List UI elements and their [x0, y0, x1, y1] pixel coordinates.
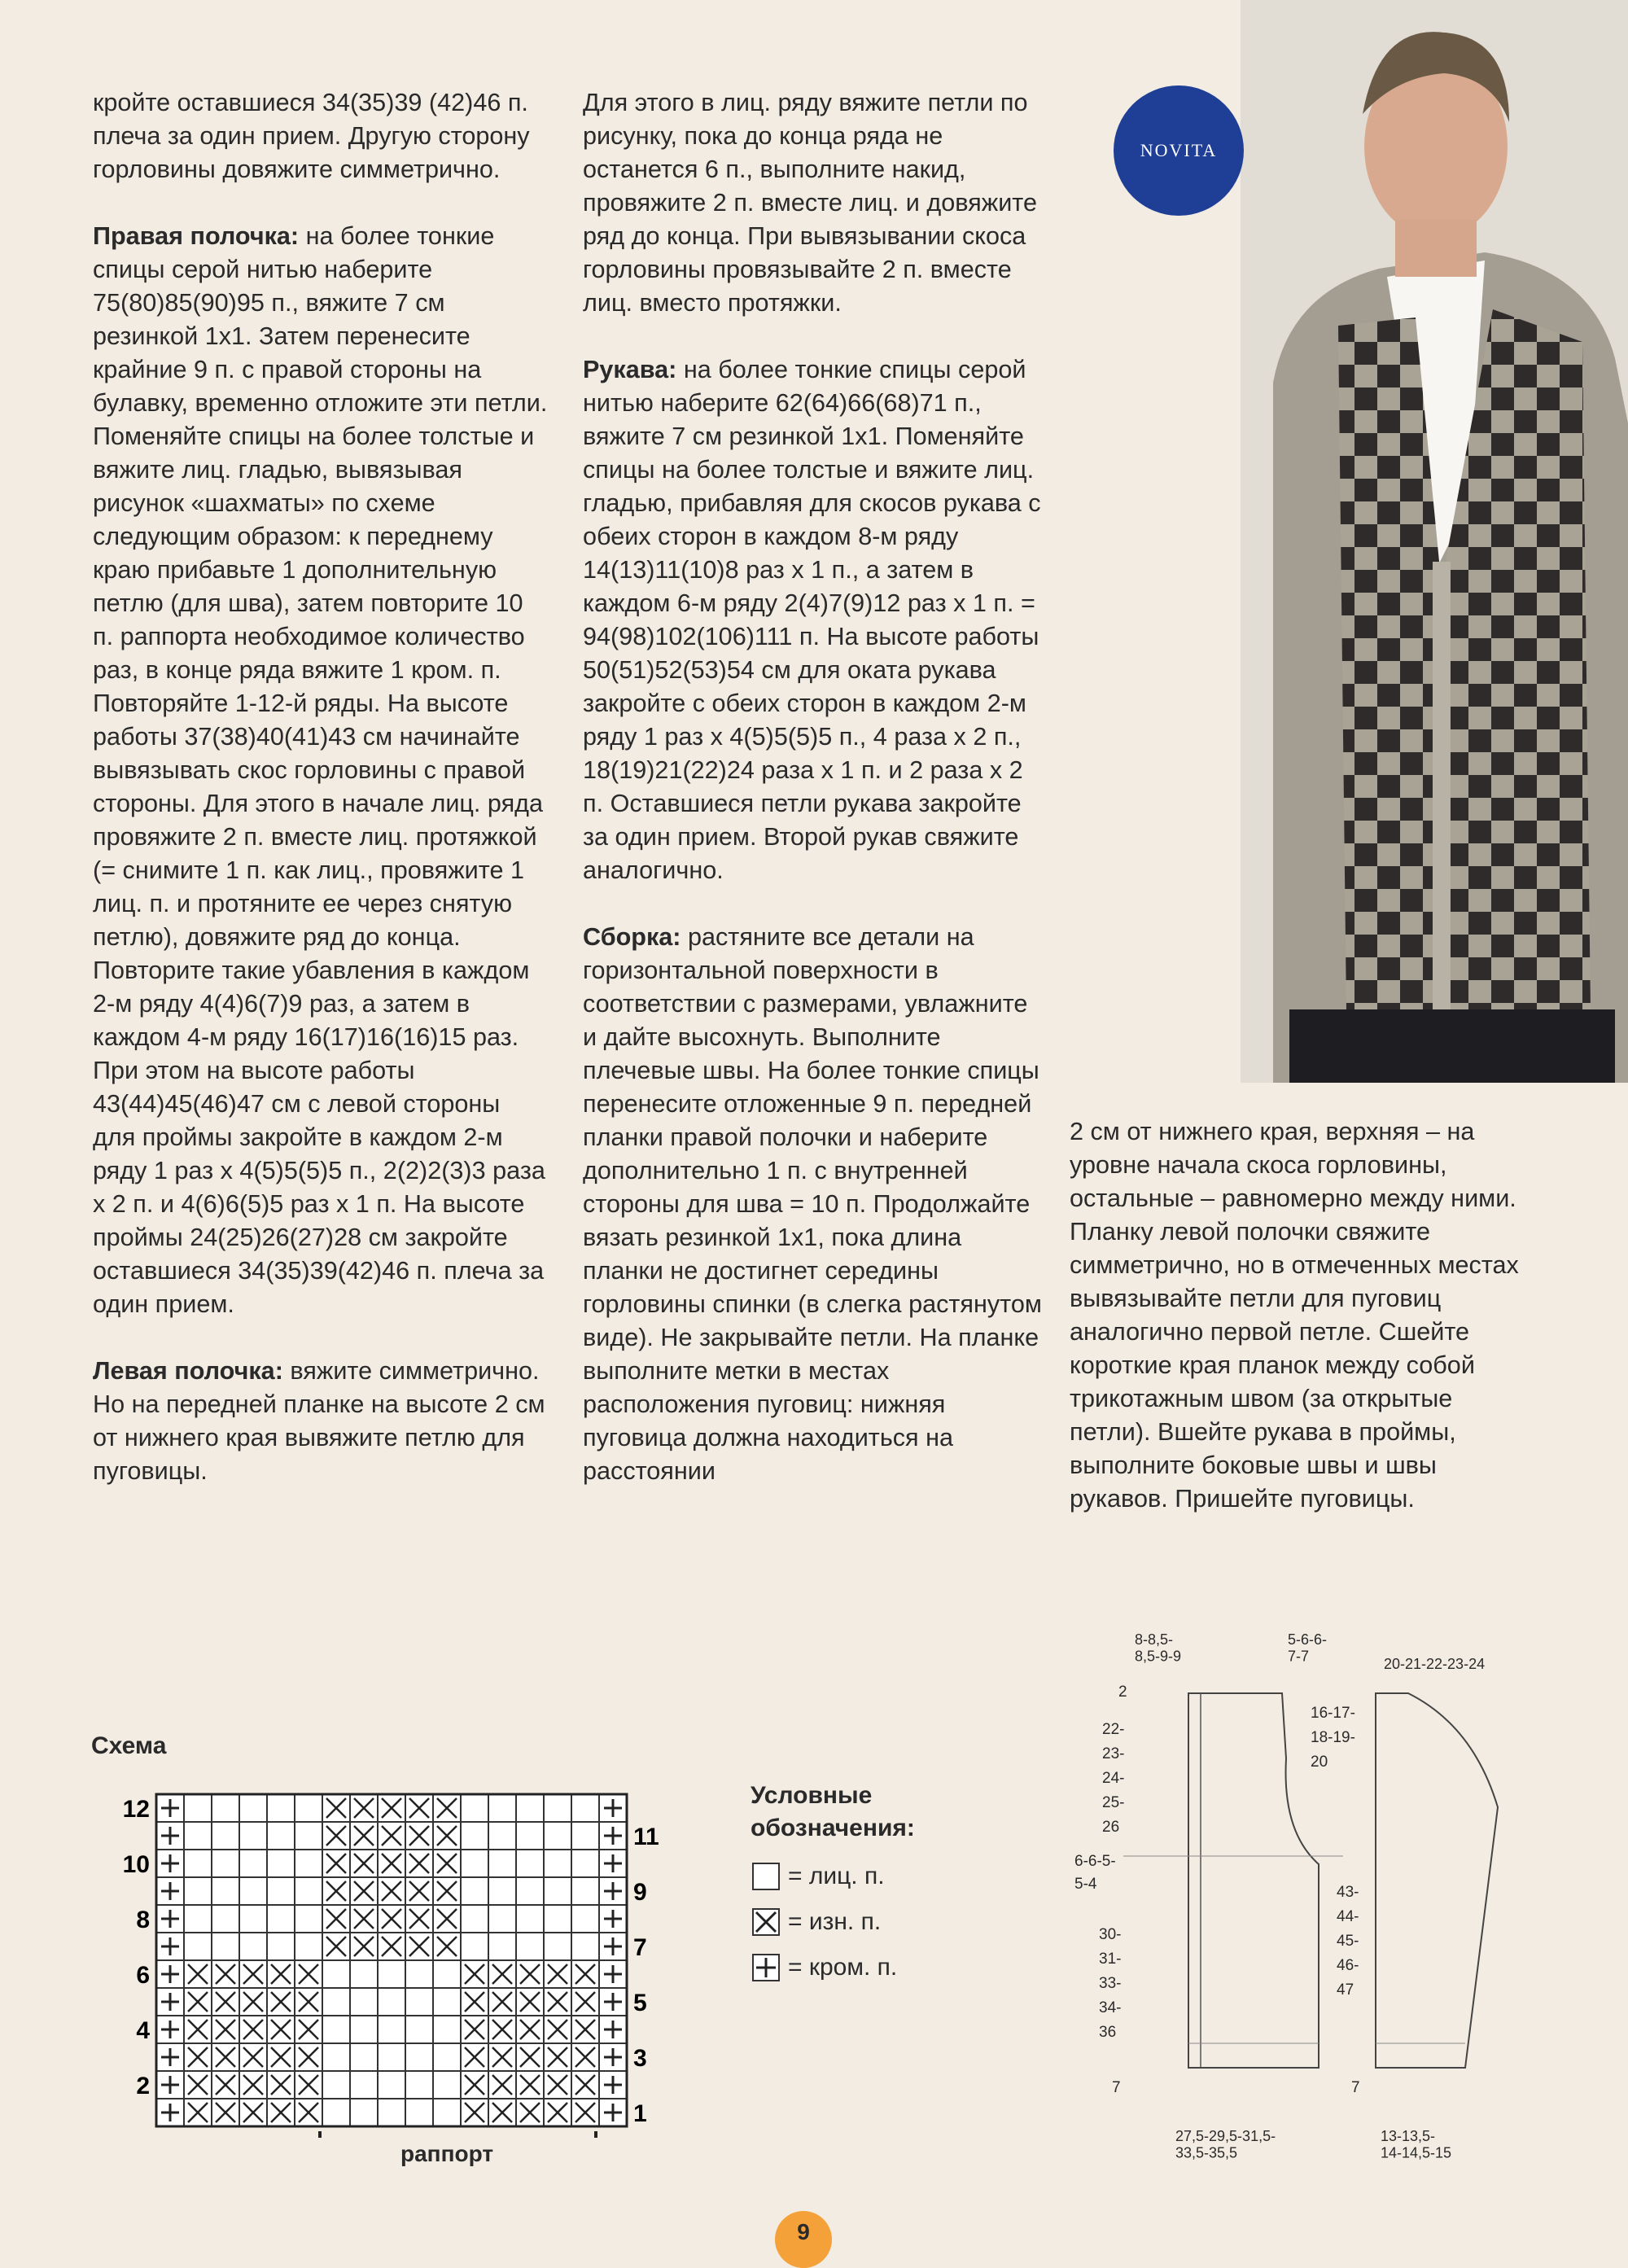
chart-cell [571, 1933, 599, 1960]
chart-cell [212, 1877, 239, 1905]
chart-cell [378, 2043, 405, 2071]
chart-cell [461, 1960, 488, 1988]
front-neck-3: 24- [1102, 1770, 1125, 1787]
chart-cell [599, 1877, 627, 1905]
chart-cell [516, 2071, 544, 2099]
chart-cell [322, 1822, 350, 1850]
chart-cell [322, 1905, 350, 1933]
chart-cell [184, 2071, 212, 2099]
chart-cell [488, 1933, 516, 1960]
chart-cell [267, 1988, 295, 2016]
chart-cell [184, 1988, 212, 2016]
chart-cell [156, 1905, 184, 1933]
chart-cell [350, 2016, 378, 2043]
chart-cell [267, 1960, 295, 1988]
chart-cell [184, 1933, 212, 1960]
chart-cell [212, 2043, 239, 2071]
chart-cell [571, 1988, 599, 2016]
chart-cell [571, 2071, 599, 2099]
chart-cell [571, 1905, 599, 1933]
chart-cell [322, 1850, 350, 1877]
chart-cell [378, 1933, 405, 1960]
rapport-label: раппорт [400, 2141, 494, 2166]
chart-cell [212, 1988, 239, 2016]
chart-cell [405, 1822, 433, 1850]
chart-cell [239, 2043, 267, 2071]
front-body-5: 36 [1099, 2024, 1117, 2041]
front-body-4: 34- [1099, 1999, 1122, 2016]
sleeve-top-label: 20-21-22-23-24 [1384, 1656, 1486, 1672]
text-column-2 [583, 86, 1044, 1488]
chart-cell [571, 1877, 599, 1905]
chart-cell [295, 1877, 322, 1905]
chart-cell [488, 1822, 516, 1850]
assembly-text: растяните все детали на горизонтальной поверхности в соответствии с размерами, увлажните и дайте высохнуть. Выполните плечевые швы. На более тонкие спицы перенесите отложенные 9 п. передней планки правой полочки и наберите дополнительно 1 п. с внутренней стороны для шва = 10 п. Продолжайте вязать резинкой 1х1, пока длина планки не достигнет середины горловины спинки (в слегка растянутом виде). Не закрывайте петли. На планке выполните метки в местах расположения пуговиц: нижняя пуговица должна находиться на расстоянии [583, 923, 1042, 1485]
chart-cell [295, 2043, 322, 2071]
pattern-drawings [1074, 1628, 1563, 2182]
legend-purl [752, 1908, 881, 1936]
chart-cell [599, 2071, 627, 2099]
left-front-text: вяжите симметрично. Но на передней планке на высоте 2 см от нижнего края вывяжите петлю для пуговицы. [93, 1357, 545, 1485]
chart-cell [350, 2043, 378, 2071]
chart-cell [267, 1850, 295, 1877]
front-rib-label: 7 [1112, 2079, 1121, 2096]
chart-cell [433, 1822, 461, 1850]
chart-cell [295, 1905, 322, 1933]
chart-cell [295, 2099, 322, 2126]
chart-cell [156, 2016, 184, 2043]
chart-cell [516, 1960, 544, 1988]
chart-cell [544, 1933, 571, 1960]
sleeves-heading: Рукава: [583, 356, 677, 383]
chart-cell [599, 2099, 627, 2126]
chart-cell [239, 1960, 267, 1988]
chart-cell [599, 2016, 627, 2043]
chart-cell [212, 2016, 239, 2043]
chart-cell [295, 1794, 322, 1822]
chart-cell [571, 2043, 599, 2071]
chart-cell [516, 1794, 544, 1822]
chart-cell [488, 2099, 516, 2126]
chart-cell [350, 1877, 378, 1905]
chart-cell [461, 1877, 488, 1905]
chart-cell [239, 1877, 267, 1905]
novita-logo: NOVITA [1114, 85, 1244, 216]
chart-cell [267, 1933, 295, 1960]
chart-cell [405, 2016, 433, 2043]
chart-cell [212, 2099, 239, 2126]
chart-cell [433, 2099, 461, 2126]
chart-cell [544, 2071, 571, 2099]
chart-cell [516, 2016, 544, 2043]
chart-row-number-right: 3 [633, 2045, 647, 2072]
chart-cell [405, 1794, 433, 1822]
right-front-section [93, 220, 549, 1321]
chart-cell [156, 2071, 184, 2099]
chart-cell [571, 1794, 599, 1822]
chart-cell [488, 2043, 516, 2071]
chart-cell [267, 1822, 295, 1850]
chart-cell [433, 2043, 461, 2071]
chart-cell [433, 1905, 461, 1933]
chart-cell [488, 2016, 516, 2043]
sleeve-len-4: 46- [1337, 1957, 1359, 1974]
left-front-section [93, 1355, 549, 1488]
chart-cell [516, 1933, 544, 1960]
checkerboard-chart [98, 1780, 684, 2138]
chart-cell [433, 2071, 461, 2099]
sleeve-len-5: 47 [1337, 1981, 1354, 1999]
chart-cell [350, 1850, 378, 1877]
chart-cell [599, 2043, 627, 2071]
front-width-label: 27,5-29,5-31,5-33,5-35,5 [1175, 2128, 1276, 2161]
chart-cell [267, 1877, 295, 1905]
chart-cell [239, 1905, 267, 1933]
chart-cell [295, 1822, 322, 1850]
chart-cell [461, 2099, 488, 2126]
chart-cell [239, 1933, 267, 1960]
sleeve-cap-1: 16-17- [1311, 1705, 1355, 1722]
chart-cell [461, 2016, 488, 2043]
chart-row-number-left: 6 [136, 1962, 150, 1989]
chart-cell [350, 1960, 378, 1988]
chart-row-number-left: 10 [122, 1851, 150, 1878]
chart-cell [267, 2043, 295, 2071]
sleeve-piece [1311, 1656, 1498, 2161]
front-body-3: 33- [1099, 1975, 1122, 1992]
front-top-right-label: 5-6-6-7-7 [1288, 1631, 1328, 1665]
chart-cell [461, 1822, 488, 1850]
chart-cell [599, 1822, 627, 1850]
chart-cell [461, 2071, 488, 2099]
chart-cell [212, 1905, 239, 1933]
chart-cell [295, 1960, 322, 1988]
front-neck-5: 26 [1102, 1819, 1120, 1836]
chart-cell [184, 1960, 212, 1988]
chart-cell [184, 2099, 212, 2126]
chart-cell [488, 1988, 516, 2016]
chart-cell [405, 2071, 433, 2099]
chart-cell [295, 1988, 322, 2016]
assembly-section [583, 921, 1044, 1488]
chart-cell [516, 2099, 544, 2126]
chart-cell [488, 1905, 516, 1933]
chart-cell [378, 1850, 405, 1877]
chart-cell [571, 1850, 599, 1877]
chart-cell [378, 1877, 405, 1905]
chart-cell [461, 2043, 488, 2071]
chart-cell [184, 1905, 212, 1933]
chart-cell [488, 1960, 516, 1988]
rapport-bracket [320, 2131, 596, 2138]
chart-cell [156, 1850, 184, 1877]
chart-row-number-left: 4 [136, 2017, 150, 2044]
chart-cell [239, 1794, 267, 1822]
chart-row-number-right: 7 [633, 1934, 647, 1961]
text-column-3 [1070, 1115, 1534, 1516]
chart-cell [378, 1988, 405, 2016]
chart-cell [350, 1794, 378, 1822]
sleeve-len-2: 44- [1337, 1908, 1359, 1925]
chart-cell [350, 1933, 378, 1960]
chart-cell [322, 2016, 350, 2043]
text-column-1 [93, 86, 549, 1488]
chart-cell [599, 1960, 627, 1988]
chart-cell [239, 1988, 267, 2016]
chart-cell [599, 1933, 627, 1960]
model-photo-illustration [1241, 0, 1628, 1083]
right-front-heading: Правая полочка: [93, 222, 300, 250]
chart-cell [267, 1905, 295, 1933]
legend-edge-label: = кром. п. [788, 1954, 898, 1981]
front-neck-2: 23- [1102, 1745, 1125, 1762]
chart-cell [405, 1960, 433, 1988]
chart-cell [212, 1960, 239, 1988]
chart-cell [488, 1877, 516, 1905]
legend-title: Условные обозначения: [751, 1782, 915, 1841]
chart-cell [461, 1988, 488, 2016]
front-neck-4: 25- [1102, 1794, 1125, 1811]
chart-cell [378, 2071, 405, 2099]
chart-cell [239, 1850, 267, 1877]
chart-cell [405, 1988, 433, 2016]
chart-cell [295, 2071, 322, 2099]
chart-cell [488, 1794, 516, 1822]
chart-cell [599, 1905, 627, 1933]
chart-cell [433, 1988, 461, 2016]
chart-row-number-left: 8 [136, 1907, 150, 1933]
chart-cell [516, 1905, 544, 1933]
chart-cell [212, 1794, 239, 1822]
chart-cell [378, 2016, 405, 2043]
chart-cell [322, 1794, 350, 1822]
col3-paragraph-1: 2 см от нижнего края, верхняя – на уровне начала скоса горловины, остальные – равномерно между ними. Планку левой полочки свяжите симметрично, но в отмеченных местах вывязывайте петли для пуговиц аналогично первой петле. Сшейте короткие края планок между собой трикотажным швом (за открытые петли). Вшейте рукава в проймы, выполните боковые швы и швы рукавов. Пришейте пуговицы. [1070, 1118, 1519, 1513]
page-number: 9 [775, 2211, 832, 2268]
chart-cell [350, 2071, 378, 2099]
chart-cell [184, 2016, 212, 2043]
chart-cell [350, 1822, 378, 1850]
chart-cell [184, 2043, 212, 2071]
chart-cell [184, 1794, 212, 1822]
front-piece [1074, 1631, 1343, 2161]
chart-cell [156, 1877, 184, 1905]
chart-cell [433, 1877, 461, 1905]
chart-row-number-right: 5 [633, 1990, 647, 2016]
chart-cell [405, 1877, 433, 1905]
chart-cell [322, 1933, 350, 1960]
chart-cell [267, 2016, 295, 2043]
chart-cell [433, 1850, 461, 1877]
col2-paragraph-1: Для этого в лиц. ряду вяжите петли по рисунку, пока до конца ряда не останется 6 п., выполните накид, провяжите 2 п. вместе лиц. и довяжите ряд до конца. При вывязывании скоса горловины провязывайте 2 п. вместе лиц. вместо протяжки. [583, 89, 1037, 317]
purl-symbol-icon [752, 1908, 780, 1936]
chart-cell [405, 1933, 433, 1960]
chart-cell [295, 1933, 322, 1960]
chart-cell [322, 1877, 350, 1905]
chart-cell [156, 1933, 184, 1960]
sleeve-rib-label: 7 [1351, 2079, 1360, 2096]
chart-cell [433, 2016, 461, 2043]
chart-cell [267, 2071, 295, 2099]
front-body-1: 30- [1099, 1926, 1122, 1943]
chart-left-row-numbers [123, 1796, 151, 2099]
chart-cell [599, 1794, 627, 1822]
chart-cell [461, 1905, 488, 1933]
sleeves-text: на более тонкие спицы серой нитью наберите 62(64)66(68)71 п., вяжите 7 см резинкой 1х1. Поменяйте спицы на более толстые и вяжите лиц. гладью, прибавляя для скосов рукава с обеих сторон в каждом 8-м ряду 14(13)11(10)8 раз х 1 п., а затем в каждом 6-м ряду 2(4)7(9)12 раз х 1 п. = 94(98)102(106)111 п. На высоте работы 50(51)52(53)54 см для оката рукава закройте с обеих сторон в каждом 2-м ряду 1 раз х 4(5)5(5)5 п., 4 раза х 2 п., 18(19)21(22)24 раза х 1 п. и 2 раза х 2 п. Оставшиеся петли рукава закройте за один прием. Второй рукав свяжите аналогично. [583, 356, 1041, 884]
chart-row-number-left: 12 [122, 1796, 150, 1823]
sleeve-len-1: 43- [1337, 1884, 1359, 1901]
assembly-heading: Сборка: [583, 923, 681, 951]
chart-cell [350, 1988, 378, 2016]
chart-cell [156, 2043, 184, 2071]
sleeves-section [583, 353, 1044, 887]
chart-cell [184, 1850, 212, 1877]
chart-cell [184, 1877, 212, 1905]
chart-cell [212, 1850, 239, 1877]
chart-cell [267, 1794, 295, 1822]
chart-cell [516, 1850, 544, 1877]
chart-cell [461, 1850, 488, 1877]
chart-cell [488, 1850, 516, 1877]
front-body-2: 31- [1099, 1951, 1122, 1968]
chart-cell [378, 1794, 405, 1822]
chart-cell [461, 1933, 488, 1960]
chart-cell [516, 2043, 544, 2071]
chart-cell [544, 1988, 571, 2016]
chart-cell [212, 1822, 239, 1850]
chart-cell [571, 1822, 599, 1850]
legend-knit [752, 1863, 885, 1890]
chart-cell [295, 1850, 322, 1877]
chart-cell [599, 1988, 627, 2016]
chart-cell [599, 1850, 627, 1877]
left-front-heading: Левая полочка: [93, 1357, 283, 1385]
right-front-text: на более тонкие спицы серой нитью наберите 75(80)85(90)95 п., вяжите 7 см резинкой 1х1. Затем перенесите крайние 9 п. с правой стороны на булавку, временно отложите эти петли. Поменяйте спицы на более толстые и вяжите лиц. гладью, вывязывая рисунок «шахматы» по схеме следующим образом: к переднему краю прибавьте 1 дополнительную петлю (для шва), затем повторите 10 п. раппорта необходимое количество раз, в конце ряда вяжите 1 кром. п. Повторяйте 1-12-й ряды. На высоте работы 37(38)40(41)43 см начинайте вывязывать скос горловины с правой стороны. Для этого в начале лиц. ряда провяжите 2 п. вместе лиц. протяжкой (= снимите 1 п. как лиц., провяжите 1 лиц. п. и протяните ее через снятую петлю), довяжите ряд до конца. Повторите такие убавления в каждом 2-м ряду 4(4)6(7)9 раз, а затем в каждом 4-м ряду 16(17)16(16)15 раз. При этом на высоте работы 43(44)45(46)47 см с левой стороны для проймы закройте в каждом 2-м ряду 1 раз х 4(5)5(5)5 п., 2(2)2(3)3 раза х 2 п. и 4(6)6(5)5 раз х 1 п. На высоте проймы 24(25)26(27)28 см закройте оставшиеся 34(35)39(42)46 п. плеча за один прием. [93, 222, 548, 1318]
chart-cell [378, 1905, 405, 1933]
chart-cell [516, 1988, 544, 2016]
chart-cell [350, 1905, 378, 1933]
chart-cell [239, 1822, 267, 1850]
chart-row-number-right: 11 [633, 1824, 659, 1850]
chart-cell [405, 2099, 433, 2126]
chart-cell [516, 1822, 544, 1850]
edge-stitch-symbol-icon [752, 1954, 780, 1981]
front-neck-1: 22- [1102, 1721, 1125, 1738]
chart-cell [571, 2099, 599, 2126]
chart-row-number-right: 1 [633, 2100, 647, 2127]
chart-cell [516, 1877, 544, 1905]
chart-cell [378, 1960, 405, 1988]
chart-cell [571, 2016, 599, 2043]
chart-cell [322, 1988, 350, 2016]
chart-cell [544, 1905, 571, 1933]
chart-cell [544, 1822, 571, 1850]
chart-right-row-numbers [633, 1824, 659, 2127]
chart-cell [295, 2016, 322, 2043]
chart-cell [156, 1794, 184, 1822]
chart-cell [322, 2099, 350, 2126]
front-side-a: 6-6-5- [1074, 1853, 1116, 1870]
chart-cell [212, 2071, 239, 2099]
chart-cell [212, 1933, 239, 1960]
chart-cell [433, 1794, 461, 1822]
sleeve-width-label: 13-13,5-14-14,5-15 [1381, 2128, 1452, 2161]
chart-cell [156, 1822, 184, 1850]
chart-cell [544, 2099, 571, 2126]
chart-cell [405, 1905, 433, 1933]
chart-row-number-left: 2 [136, 2073, 150, 2099]
chart-cell [544, 1794, 571, 1822]
col1-paragraph-1: кройте оставшиеся 34(35)39 (42)46 п. плеча за один прием. Другую сторону горловины довяжите симметрично. [93, 89, 530, 183]
legend-edge [752, 1954, 897, 1981]
knit-symbol-icon [752, 1863, 780, 1890]
chart-cell [350, 2099, 378, 2126]
chart-cell [156, 1960, 184, 1988]
chart-cell [571, 1960, 599, 1988]
front-top-left-label: 8-8,5-8,5-9-9 [1135, 1631, 1182, 1665]
sleeve-cap-3: 20 [1311, 1754, 1328, 1771]
chart-cell [378, 1822, 405, 1850]
front-top-number: 2 [1118, 1683, 1127, 1701]
chart-grid [156, 1794, 627, 2126]
chart-cell [544, 2043, 571, 2071]
legend-knit-label: = лиц. п. [788, 1863, 885, 1889]
front-side-b: 5-4 [1074, 1876, 1097, 1893]
chart-cell [239, 2016, 267, 2043]
chart-cell [156, 2099, 184, 2126]
chart-cell [184, 1822, 212, 1850]
chart-cell [378, 2099, 405, 2126]
chart-cell [488, 2071, 516, 2099]
chart-cell [322, 1960, 350, 1988]
model-photo [1241, 0, 1628, 1083]
sleeve-len-3: 45- [1337, 1933, 1359, 1950]
chart-cell [544, 1850, 571, 1877]
chart-cell [239, 2099, 267, 2126]
chart-cell [433, 1960, 461, 1988]
chart-cell [267, 2099, 295, 2126]
legend-purl-label: = изн. п. [788, 1908, 882, 1935]
chart-cell [461, 1794, 488, 1822]
schema-title: Схема [91, 1732, 167, 1759]
chart-cell [322, 2071, 350, 2099]
chart-row-number-right: 9 [633, 1879, 647, 1906]
sleeve-cap-2: 18-19- [1311, 1729, 1355, 1746]
chart-cell [544, 1960, 571, 1988]
chart-cell [405, 1850, 433, 1877]
chart-cell [433, 1933, 461, 1960]
chart-cell [239, 2071, 267, 2099]
chart-cell [322, 2043, 350, 2071]
chart-cell [405, 2043, 433, 2071]
chart-cell [544, 1877, 571, 1905]
chart-cell [544, 2016, 571, 2043]
chart-cell [156, 1988, 184, 2016]
